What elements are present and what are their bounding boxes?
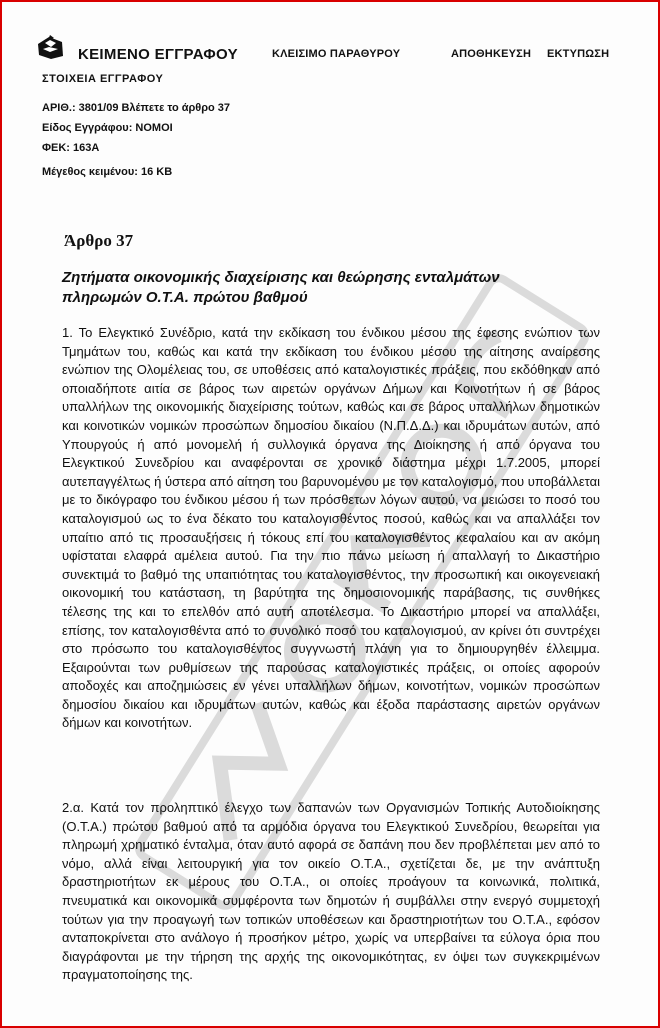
save-button[interactable]: ΑΠΟΘΗΚΕΥΣΗ <box>451 48 532 60</box>
document-size: Μέγεθος κειμένου: 16 KB <box>42 166 173 178</box>
print-button[interactable]: ΕΚΤΥΠΩΣΗ <box>547 48 610 60</box>
document-type: Είδος Εγγράφου: ΝΟΜΟΙ <box>42 122 173 134</box>
article-paragraph-2: 2.α. Κατά τον προληπτικό έλεγχο των δαπανών των Οργανισμών Τοπικής Αυτοδιοίκησης (Ο.Τ.Α.) πρώτου βαθμού από τα αρμόδια όργανα του Ελεγκτικού Συνεδρίου, θεωρείται για πληρωμή χρηματικό ένταλμα, όταν αυτό αφορά σε δαπάνη που δεν προβλέπεται μεν από το νόμο, αλλά είναι λειτουργική για τον οικείο Ο.Τ.Α., σχετίζεται δε, με την ανάπτυξη δραστηριοτήτων εκ μέρους του Ο.Τ.Α., οι οποίες προάγουν τα κοινωνικά, πολιτικά, πνευματικά και οικονομικά συμφέροντα των δημοτών ή συμβάλλει στην ενεργό συμμετοχή τούτων για την προαγωγή των τοπικών υποθέσεων και δραστηριοτήτων του Ο.Τ.Α., εφόσον ανταποκρίνεται στο ανάλογο ή προσήκον μέτρο, χωρίς να υπερβαίνει τα εύλογα όρια που διαγράφονται με την τήρηση της αρχής της οικονομικότητας, εν όψει των συγκεκριμένων πραγματοποίησης της. <box>62 800 600 983</box>
document-info-heading: ΣΤΟΙΧΕΙΑ ΕΓΓΡΑΦΟΥ <box>42 73 164 85</box>
article-paragraph-1: 1. Το Ελεγκτικό Συνέδριο, κατά την εκδίκαση του ένδικου μέσου της έφεσης ενώπιον των Τμημάτων του, καθώς και κατά την εκδίκαση του ένδικου μέσου της αίτησης αναίρεσης ενώπιον της Ολομέλειας του, σε υποθέσεις από καταλογιστικές πράξεις, που εκδόθηκαν από οποιαδήποτε αιτία σε βάρος των αιρετών οργάνων Δήμων και Κοινοτήτων ή σε βάρος υπαλλήλων της οικονομικής διαχείρισης τούτων, καθώς και σε βάρος υπαλλήλων δημοτικών και κοινοτικών νομικών προσώπων δημοσίου δικαίου (Ν.Π.Δ.Δ.) και ιδρυμάτων αυτών, από Υπουργούς ή από μονομελή ή συλλογικά όργανα της Διοίκησης ή από όργανα του Ελεγκτικού Συνεδρίου και αναφέρονται σε χρονικό διάστημα μέχρι 1.7.2005, μπορεί αυτεπαγγέλτως ή ύστερα από αίτηση του βαρυνομένου με τον καταλογισμό, που υποβάλλεται με το δικόγραφο του ένδικου μέσου ή των πρόσθετων λόγων αυτού, να μειώσει το ποσό του καταλογισμού ως το ένα δέκατο του καταλογισθέντος ποσού, καθώς και να απαλλάξει τον υπαίτιο από τις προσαυξήσεις ή τόκους επί του καταλογισθέντος κεφαλαίου και αν ακόμη υφίσταται ελαφρά αμέλεια αυτού. Για την πιο πάνω μείωση ή απαλλαγή το Δικαστήριο συνεκτιμά το βαθμό της υπαιτιότητας του καταλογισθέντος, την προσωπική και οικογενειακή οικονομική του κατάσταση, τη βαρύτητα της δημοσιονομικής παράβασης, τις συνθήκες τέλεσης της και το επελθόν από αυτή αποτέλεσμα. Το Δικαστήριο μπορεί να απαλλάξει, επίσης, τον καταλογισθέντα από το συνολικό ποσό του καταλογισμού, αν κρίνει ότι συντρέχει στο πρόσωπο του καταλογισθέντος συγγνωστή πλάνη για το δημιουργηθέν έλλειμμα. Εξαιρούνται των ρυθμίσεων της παρούσας καταλογιστικές πράξεις, οι οποίες αφορούν αποδοχές και αποζημιώσεις εν γένει υπαλλήλων δήμων, κοινοτήτων, νομικών προσώπων δημοσίου δικαίου και ιδρυμάτων αυτών, καθώς και έξοδα παράστασης αιρετών οργάνων δήμων και κοινοτήτων. <box>62 325 600 731</box>
toolbar <box>2 2 658 66</box>
article-subject: Ζητήματα οικονομικής διαχείρισης και θεώρησης ενταλμάτων πληρωμών Ο.Τ.Α. πρώτου βαθμού <box>62 269 500 306</box>
document-fek: ΦΕΚ: 163Α <box>42 142 100 154</box>
document-title: ΚΕΙΜΕΝΟ ΕΓΓΡΑΦΟΥ <box>78 46 238 63</box>
document-number: ΑΡΙΘ.: 3801/09 Βλέπετε το άρθρο 37 <box>42 102 231 114</box>
close-window-button[interactable]: ΚΛΕΙΣΙΜΟ ΠΑΡΑΘΥΡΟΥ <box>272 48 401 60</box>
document-logo-icon <box>36 34 66 60</box>
article-title: Άρθρο 37 <box>64 231 134 250</box>
